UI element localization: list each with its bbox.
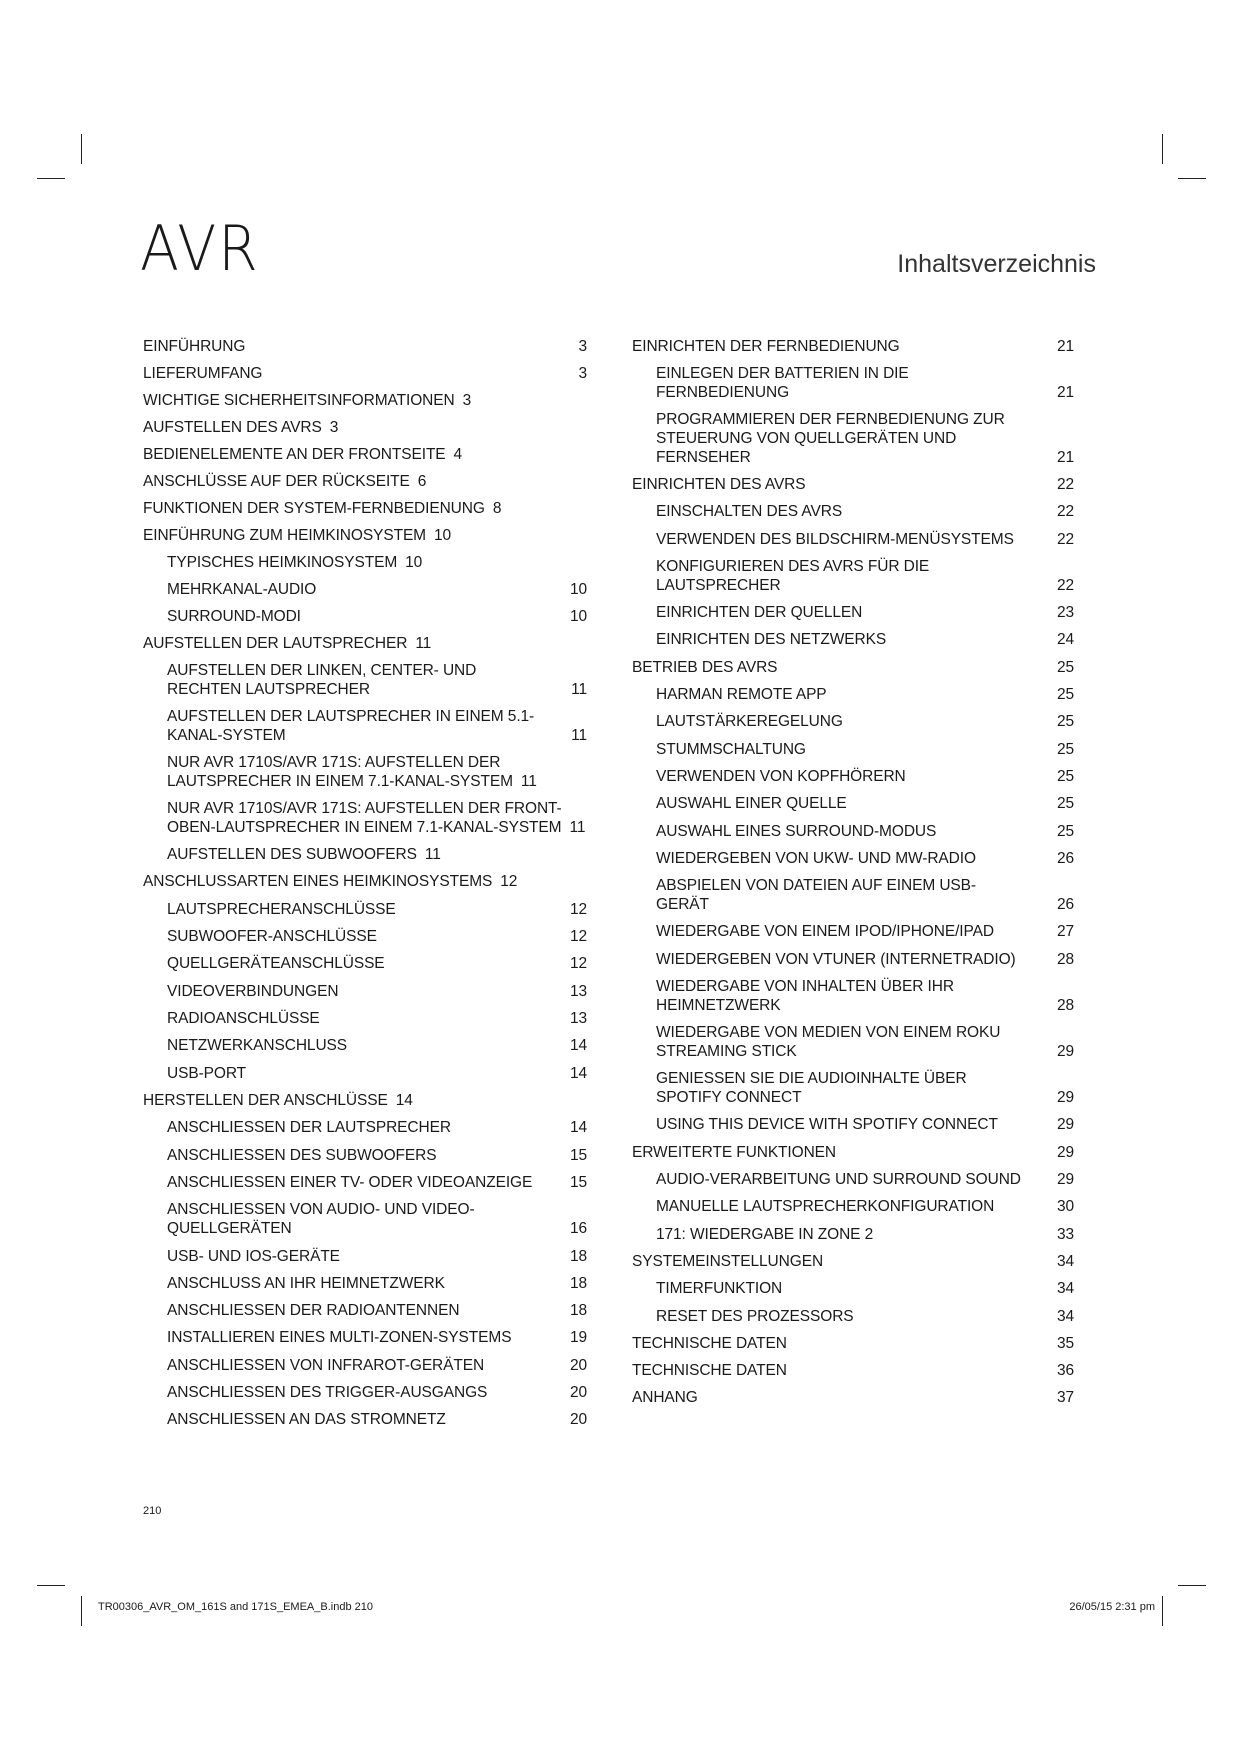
toc-entry-title: INSTALLIEREN EINES MULTI-ZONEN-SYSTEMS — [167, 1329, 512, 1346]
toc-entry-page: 25 — [1056, 795, 1074, 812]
toc-entry[interactable] — [143, 927, 590, 946]
toc-entry-page: 28 — [1056, 951, 1074, 968]
toc-entry[interactable] — [143, 580, 590, 599]
toc-entry[interactable] — [143, 1009, 590, 1028]
toc-entry-page: 25 — [1056, 659, 1074, 676]
toc-entry-title: USB- UND IOS-GERÄTE — [167, 1248, 340, 1265]
toc-entry-page: 25 — [1056, 686, 1074, 703]
crop-mark — [37, 178, 65, 179]
toc-entry-title: WICHTIGE SICHERHEITSINFORMATIONEN — [143, 392, 455, 409]
toc-entry-title: WIEDERGEBEN VON VTUNER (INTERNETRADIO) — [656, 951, 1016, 968]
toc-entry-title: NUR AVR 1710S/AVR 171S: AUFSTELLEN DER FRONT-OBEN-LAUTSPRECHER IN EINEM 7.1-KANAL-SYSTEM — [167, 800, 562, 836]
toc-entry[interactable] — [143, 1328, 590, 1347]
toc-entry-page: 25 — [1056, 768, 1074, 785]
toc-entry-page: 21 — [1056, 338, 1074, 355]
footer-file-info: TR00306_AVR_OM_161S and 171S_EMEA_B.indb 210 — [98, 1601, 373, 1613]
toc-entry-page: 20 — [569, 1411, 587, 1428]
toc-entry[interactable] — [143, 418, 590, 437]
toc-entry-page: 24 — [1056, 631, 1074, 648]
toc-entry[interactable] — [632, 1252, 1077, 1271]
toc-entry-page: 3 — [578, 365, 587, 382]
toc-entry[interactable] — [632, 1388, 1077, 1407]
toc-entry[interactable] — [632, 822, 1077, 841]
crop-mark — [37, 1585, 65, 1586]
toc-entry-title: ANSCHLUSSARTEN EINES HEIMKINOSYSTEMS — [143, 873, 493, 890]
toc-entry[interactable] — [632, 740, 1077, 759]
toc-entry[interactable] — [632, 1023, 1077, 1061]
toc-entry-page: 11 — [569, 819, 586, 836]
toc-entry-page: 34 — [1056, 1280, 1074, 1297]
toc-entry[interactable] — [632, 1197, 1077, 1216]
toc-entry-title: ANSCHLÜSSE AUF DER RÜCKSEITE — [143, 473, 410, 490]
toc-entry[interactable] — [632, 1069, 1077, 1107]
toc-entry-page: 20 — [569, 1357, 587, 1374]
toc-entry-page: 4 — [453, 446, 463, 463]
toc-entry[interactable] — [143, 337, 590, 356]
toc-entry-page: 33 — [1056, 1226, 1074, 1243]
toc-entry[interactable] — [632, 876, 1077, 914]
toc-entry-title: PROGRAMMIEREN DER FERNBEDIENUNG ZUR STEUERUNG VON QUELLGERÄTEN UND FERNSEHER — [656, 411, 1005, 466]
toc-left-column — [143, 337, 590, 1429]
toc-entry-page: 16 — [569, 1220, 587, 1237]
toc-right-column — [632, 337, 1077, 1407]
toc-entry-page: 28 — [1056, 997, 1074, 1014]
toc-entry[interactable] — [143, 1356, 590, 1375]
toc-entry-title: FUNKTIONEN DER SYSTEM-FERNBEDIENUNG — [143, 500, 485, 517]
toc-entry-title: EINRICHTEN DER QUELLEN — [656, 604, 863, 621]
toc-entry-title: TECHNISCHE DATEN — [632, 1362, 787, 1379]
toc-entry[interactable] — [632, 557, 1077, 595]
toc-entry[interactable] — [143, 872, 590, 891]
toc-entry[interactable] — [143, 845, 590, 864]
toc-entry-page: 19 — [569, 1329, 587, 1346]
toc-entry-title: AUSWAHL EINES SURROUND-MODUS — [656, 823, 937, 840]
toc-entry-page: 14 — [569, 1065, 587, 1082]
toc-entry[interactable] — [632, 475, 1077, 494]
toc-entry[interactable] — [143, 1383, 590, 1402]
toc-entry-page: 8 — [492, 500, 502, 517]
toc-entry-page: 22 — [1056, 577, 1074, 594]
toc-entry[interactable] — [143, 982, 590, 1001]
toc-entry-page: 22 — [1056, 476, 1074, 493]
toc-entry-page: 25 — [1056, 741, 1074, 758]
toc-entry-page: 29 — [1056, 1043, 1074, 1060]
toc-entry-title: HARMAN REMOTE APP — [656, 686, 827, 703]
toc-entry-title: MANUELLE LAUTSPRECHERKONFIGURATION — [656, 1198, 995, 1215]
toc-entry-title: STUMMSCHALTUNG — [656, 741, 806, 758]
toc-entry-page: 13 — [569, 983, 587, 1000]
toc-entry[interactable] — [143, 1146, 590, 1165]
toc-entry-title: 171: WIEDERGABE IN ZONE 2 — [656, 1226, 874, 1243]
toc-entry-title: AUFSTELLEN DER LAUTSPRECHER — [143, 635, 408, 652]
toc-entry-page: 11 — [520, 773, 537, 790]
toc-entry-page: 12 — [569, 901, 587, 918]
footer-date: 26/05/15 2:31 pm — [1069, 1601, 1155, 1613]
toc-entry-title: EINFÜHRUNG ZUM HEIMKINOSYSTEM — [143, 527, 426, 544]
toc-entry-page: 12 — [500, 873, 518, 890]
toc-entry-page: 18 — [569, 1275, 587, 1292]
toc-entry-page: 18 — [569, 1248, 587, 1265]
toc-entry-title: AUFSTELLEN DER LAUTSPRECHER IN EINEM 5.1-KANAL-SYSTEM — [167, 708, 535, 744]
toc-entry-title: LIEFERUMFANG — [143, 365, 263, 382]
toc-entry-title: EINSCHALTEN DES AVRS — [656, 503, 843, 520]
toc-entry-title: ABSPIELEN VON DATEIEN AUF EINEM USB-GERÄT — [656, 877, 976, 913]
toc-entry[interactable] — [143, 634, 590, 653]
toc-entry[interactable] — [143, 799, 590, 837]
toc-entry-page: 10 — [434, 527, 452, 544]
toc-entry[interactable] — [143, 1301, 590, 1320]
toc-entry[interactable] — [143, 1173, 590, 1192]
toc-entry[interactable] — [143, 1410, 590, 1429]
avr-logo: AVR — [140, 212, 260, 285]
toc-entry-page: 11 — [415, 635, 432, 652]
toc-entry-title: LAUTSPRECHERANSCHLÜSSE — [167, 901, 396, 918]
toc-entry-title: BETRIEB DES AVRS — [632, 659, 778, 676]
toc-entry[interactable] — [632, 712, 1077, 731]
crop-mark — [1178, 1585, 1206, 1586]
toc-entry[interactable] — [632, 630, 1077, 649]
toc-entry[interactable] — [632, 794, 1077, 813]
toc-entry-page: 11 — [571, 681, 587, 698]
toc-entry-title: ERWEITERTE FUNKTIONEN — [632, 1144, 837, 1161]
toc-entry-page: 12 — [569, 928, 587, 945]
toc-entry-title: TIMERFUNKTION — [656, 1280, 783, 1297]
toc-entry-title: NUR AVR 1710S/AVR 171S: AUFSTELLEN DER LAUTSPRECHER IN EINEM 7.1-KANAL-SYSTEM — [167, 754, 513, 790]
toc-entry-title: AUDIO-VERARBEITUNG UND SURROUND SOUND — [656, 1171, 1021, 1188]
toc-entry[interactable] — [632, 410, 1077, 467]
toc-entry-title: ANSCHLIESSEN DES SUBWOOFERS — [167, 1147, 437, 1164]
toc-entry-page: 23 — [1056, 604, 1074, 621]
toc-entry-page: 15 — [569, 1174, 587, 1191]
toc-entry-page: 10 — [405, 554, 423, 571]
toc-entry[interactable] — [632, 364, 1077, 402]
toc-entry-page: 14 — [395, 1092, 413, 1109]
toc-entry-title: ANSCHLIESSEN DER RADIOANTENNEN — [167, 1302, 460, 1319]
toc-entry-title: USB-PORT — [167, 1065, 247, 1082]
toc-entry[interactable] — [632, 603, 1077, 622]
toc-entry-page: 20 — [569, 1384, 587, 1401]
toc-entry-page: 26 — [1056, 850, 1074, 867]
toc-entry[interactable] — [143, 661, 590, 699]
toc-entry[interactable] — [143, 607, 590, 626]
toc-entry[interactable] — [143, 445, 590, 464]
toc-entry-page: 29 — [1056, 1144, 1074, 1161]
toc-entry-title: SUBWOOFER-ANSCHLÜSSE — [167, 928, 377, 945]
toc-entry-page: 10 — [569, 608, 587, 625]
toc-entry-title: EINFÜHRUNG — [143, 338, 246, 355]
page-number: 210 — [143, 1505, 162, 1517]
toc-entry[interactable] — [143, 1118, 590, 1137]
toc-entry-page: 14 — [569, 1119, 587, 1136]
toc-entry-title: ANSCHLUSS AN IHR HEIMNETZWERK — [167, 1275, 445, 1292]
toc-entry-title: ANHANG — [632, 1389, 698, 1406]
toc-entry-page: 34 — [1056, 1253, 1074, 1270]
toc-entry-title: EINRICHTEN DES AVRS — [632, 476, 806, 493]
toc-entry[interactable] — [632, 977, 1077, 1015]
toc-entry-title: ANSCHLIESSEN AN DAS STROMNETZ — [167, 1411, 446, 1428]
toc-entry-title: TECHNISCHE DATEN — [632, 1335, 787, 1352]
toc-entry-title: EINRICHTEN DER FERNBEDIENUNG — [632, 338, 900, 355]
toc-entry-title: ANSCHLIESSEN VON AUDIO- UND VIDEO-QUELLGERÄTEN — [167, 1201, 475, 1237]
toc-entry[interactable] — [143, 391, 590, 410]
toc-entry-page: 21 — [1056, 384, 1074, 401]
toc-entry-page: 25 — [1056, 823, 1074, 840]
toc-entry-title: SYSTEMEINSTELLUNGEN — [632, 1253, 824, 1270]
toc-entry-title: ANSCHLIESSEN DES TRIGGER-AUSGANGS — [167, 1384, 488, 1401]
toc-entry-page: 11 — [424, 846, 441, 863]
toc-entry-title: AUFSTELLEN DER LINKEN, CENTER- UND RECHTEN LAUTSPRECHER — [167, 662, 477, 698]
toc-entry-page: 34 — [1056, 1308, 1074, 1325]
toc-entry-page: 26 — [1056, 896, 1074, 913]
toc-entry[interactable] — [632, 530, 1077, 549]
toc-entry-title: NETZWERKANSCHLUSS — [167, 1037, 348, 1054]
toc-entry-title: AUFSTELLEN DES AVRS — [143, 419, 322, 436]
toc-entry-title: GENIESSEN SIE DIE AUDIOINHALTE ÜBER SPOTIFY CONNECT — [656, 1070, 967, 1106]
toc-entry[interactable] — [632, 1143, 1077, 1162]
toc-entry[interactable] — [143, 364, 590, 383]
toc-entry[interactable] — [143, 1247, 590, 1266]
toc-entry[interactable] — [143, 1064, 590, 1083]
toc-entry[interactable] — [632, 849, 1077, 868]
toc-entry[interactable] — [632, 1279, 1077, 1298]
toc-entry-title: BEDIENELEMENTE AN DER FRONTSEITE — [143, 446, 446, 463]
crop-mark — [81, 1596, 82, 1626]
toc-entry[interactable] — [143, 954, 590, 973]
toc-entry[interactable] — [143, 900, 590, 919]
toc-entry[interactable] — [143, 1091, 590, 1110]
toc-entry-title: EINRICHTEN DES NETZWERKS — [656, 631, 887, 648]
toc-entry-page: 21 — [1056, 449, 1074, 466]
toc-entry-page: 15 — [569, 1147, 587, 1164]
toc-entry[interactable] — [143, 526, 590, 545]
toc-entry-page: 22 — [1056, 531, 1074, 548]
toc-entry-page: 12 — [569, 955, 587, 972]
toc-entry[interactable] — [632, 337, 1077, 356]
toc-entry-page: 3 — [462, 392, 472, 409]
toc-entry-page: 36 — [1056, 1362, 1074, 1379]
toc-entry-page: 13 — [569, 1010, 587, 1027]
toc-entry-title: WIEDERGABE VON EINEM IPOD/IPHONE/IPAD — [656, 923, 994, 940]
toc-entry-page: 3 — [578, 338, 587, 355]
toc-entry-title: VIDEOVERBINDUNGEN — [167, 983, 339, 1000]
toc-entry-title: EINLEGEN DER BATTERIEN IN DIE FERNBEDIENUNG — [656, 365, 909, 401]
crop-mark — [81, 134, 82, 164]
section-title: Inhaltsverzeichnis — [897, 250, 1096, 278]
toc-entry[interactable] — [632, 1115, 1077, 1134]
toc-entry[interactable] — [143, 499, 590, 518]
toc-entry-title: KONFIGURIEREN DES AVRS FÜR DIE LAUTSPRECHER — [656, 558, 930, 594]
toc-entry[interactable] — [632, 685, 1077, 704]
toc-entry-title: ANSCHLIESSEN VON INFRAROT-GERÄTEN — [167, 1357, 485, 1374]
toc-entry-title: QUELLGERÄTEANSCHLÜSSE — [167, 955, 385, 972]
toc-entry-page: 37 — [1056, 1389, 1074, 1406]
toc-entry-page: 29 — [1056, 1116, 1074, 1133]
toc-entry-page: 30 — [1056, 1198, 1074, 1215]
toc-entry[interactable] — [632, 1334, 1077, 1353]
toc-entry-title: AUFSTELLEN DES SUBWOOFERS — [167, 846, 417, 863]
toc-entry[interactable] — [632, 658, 1077, 677]
toc-entry-title: WIEDERGABE VON MEDIEN VON EINEM ROKU STREAMING STICK — [656, 1024, 1001, 1060]
toc-entry-page: 6 — [417, 473, 427, 490]
toc-entry[interactable] — [632, 950, 1077, 969]
toc-entry-page: 29 — [1056, 1089, 1074, 1106]
toc-entry[interactable] — [143, 707, 590, 745]
toc-entry-page: 18 — [569, 1302, 587, 1319]
toc-entry-title: WIEDERGABE VON INHALTEN ÜBER IHR HEIMNETZWERK — [656, 978, 954, 1014]
crop-mark — [1178, 178, 1206, 179]
toc-entry-page: 27 — [1056, 923, 1074, 940]
crop-mark — [1162, 134, 1163, 164]
toc-entry-title: MEHRKANAL-AUDIO — [167, 581, 317, 598]
toc-entry[interactable] — [143, 753, 590, 791]
toc-entry-title: SURROUND-MODI — [167, 608, 301, 625]
toc-entry-page: 35 — [1056, 1335, 1074, 1352]
toc-entry[interactable] — [632, 1225, 1077, 1244]
toc-entry-title: RESET DES PROZESSORS — [656, 1308, 854, 1325]
toc-entry-title: LAUTSTÄRKEREGELUNG — [656, 713, 843, 730]
toc-entry-title: HERSTELLEN DER ANSCHLÜSSE — [143, 1092, 388, 1109]
toc-entry-page: 25 — [1056, 713, 1074, 730]
toc-entry-page: 3 — [329, 419, 339, 436]
toc-entry-title: RADIOANSCHLÜSSE — [167, 1010, 320, 1027]
toc-entry[interactable] — [632, 502, 1077, 521]
toc-entry[interactable] — [632, 1170, 1077, 1189]
toc-entry-title: TYPISCHES HEIMKINOSYSTEM — [167, 554, 398, 571]
toc-entry-page: 10 — [569, 581, 587, 598]
toc-entry[interactable] — [143, 553, 590, 572]
toc-entry-title: USING THIS DEVICE WITH SPOTIFY CONNECT — [656, 1116, 998, 1133]
toc-entry[interactable] — [632, 1307, 1077, 1326]
toc-entry-title: AUSWAHL EINER QUELLE — [656, 795, 847, 812]
toc-entry[interactable] — [143, 472, 590, 491]
toc-entry[interactable] — [143, 1274, 590, 1293]
toc-entry[interactable] — [143, 1036, 590, 1055]
toc-entry-page: 14 — [569, 1037, 587, 1054]
toc-entry-page: 11 — [571, 727, 587, 744]
toc-entry[interactable] — [143, 1200, 590, 1238]
toc-entry[interactable] — [632, 922, 1077, 941]
toc-entry-page: 22 — [1056, 503, 1074, 520]
toc-entry-page: 29 — [1056, 1171, 1074, 1188]
toc-entry-title: ANSCHLIESSEN DER LAUTSPRECHER — [167, 1119, 451, 1136]
toc-entry-title: VERWENDEN DES BILDSCHIRM-MENÜSYSTEMS — [656, 531, 1014, 548]
toc-entry[interactable] — [632, 767, 1077, 786]
toc-entry-title: ANSCHLIESSEN EINER TV- ODER VIDEOANZEIGE — [167, 1174, 533, 1191]
crop-mark — [1162, 1596, 1163, 1626]
toc-entry-title: WIEDERGEBEN VON UKW- UND MW-RADIO — [656, 850, 976, 867]
toc-entry-title: VERWENDEN VON KOPFHÖRERN — [656, 768, 906, 785]
toc-entry[interactable] — [632, 1361, 1077, 1380]
